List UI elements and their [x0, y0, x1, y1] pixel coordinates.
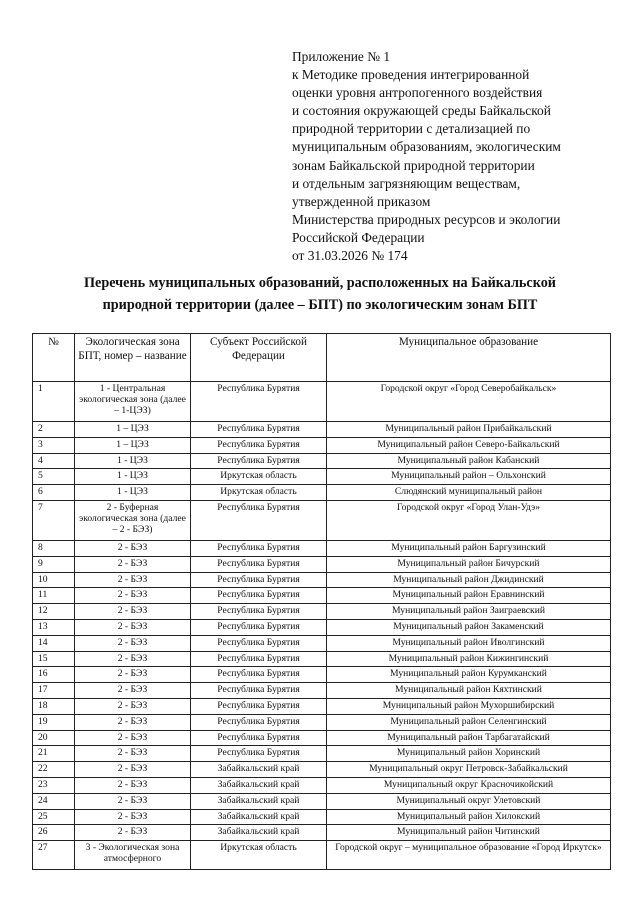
cell-subject: Республика Бурятия — [191, 540, 327, 556]
table-row — [33, 841, 611, 870]
cell-num: 9 — [33, 556, 75, 572]
cell-municipality: Муниципальный округ Красночикойский — [327, 777, 611, 793]
table-row — [33, 667, 611, 683]
cell-num: 26 — [33, 825, 75, 841]
cell-num: 20 — [33, 730, 75, 746]
cell-subject: Республика Бурятия — [191, 746, 327, 762]
cell-num: 8 — [33, 540, 75, 556]
cell-zone: 3 - Экологическая зона атмосферного — [75, 841, 191, 870]
cell-municipality: Муниципальный район Кижингинский — [327, 651, 611, 667]
cell-subject: Республика Бурятия — [191, 500, 327, 540]
table-row — [33, 730, 611, 746]
appendix-line: Министерства природных ресурсов и экологии — [292, 211, 561, 227]
cell-subject: Республика Бурятия — [191, 556, 327, 572]
cell-num: 14 — [33, 635, 75, 651]
cell-subject: Республика Бурятия — [191, 604, 327, 620]
table-row — [33, 500, 611, 540]
cell-zone: 1 – ЦЭЗ — [75, 437, 191, 453]
table-row — [33, 809, 611, 825]
table-row — [33, 572, 611, 588]
cell-num: 7 — [33, 500, 75, 540]
table-row — [33, 793, 611, 809]
cell-num: 27 — [33, 841, 75, 870]
table-row — [33, 540, 611, 556]
cell-municipality: Муниципальный район Заиграевский — [327, 604, 611, 620]
cell-municipality: Муниципальный район Кяхтинский — [327, 683, 611, 699]
cell-zone: 2 - БЭЗ — [75, 651, 191, 667]
cell-municipality: Муниципальный район Еравнинский — [327, 588, 611, 604]
document-title — [30, 272, 610, 316]
cell-subject: Республика Бурятия — [191, 730, 327, 746]
cell-zone: 2 - БЭЗ — [75, 683, 191, 699]
cell-subject: Республика Бурятия — [191, 714, 327, 730]
cell-zone: 2 - БЭЗ — [75, 730, 191, 746]
cell-subject: Иркутская область — [191, 469, 327, 485]
cell-municipality: Муниципальный район Баргузинский — [327, 540, 611, 556]
cell-subject: Республика Бурятия — [191, 651, 327, 667]
cell-num: 19 — [33, 714, 75, 730]
cell-num: 10 — [33, 572, 75, 588]
cell-num: 16 — [33, 667, 75, 683]
cell-zone: 2 - БЭЗ — [75, 809, 191, 825]
cell-subject: Республика Бурятия — [191, 667, 327, 683]
cell-zone: 1 - ЦЭЗ — [75, 469, 191, 485]
cell-zone: 1 - ЦЭЗ — [75, 485, 191, 501]
cell-num: 6 — [33, 485, 75, 501]
table-row — [33, 453, 611, 469]
cell-num: 12 — [33, 604, 75, 620]
cell-subject: Республика Бурятия — [191, 635, 327, 651]
cell-num: 18 — [33, 698, 75, 714]
cell-subject: Республика Бурятия — [191, 698, 327, 714]
cell-municipality: Муниципальный район Закаменский — [327, 619, 611, 635]
cell-num: 1 — [33, 382, 75, 422]
cell-subject: Забайкальский край — [191, 762, 327, 778]
appendix-line: муниципальным образованиям, экологическим — [292, 139, 561, 155]
cell-municipality: Муниципальный район Джидинский — [327, 572, 611, 588]
cell-municipality: Муниципальный район Хоринский — [327, 746, 611, 762]
appendix-line: к Методике проведения интегрированной — [292, 67, 530, 83]
appendix-line: зонам Байкальской природной территории — [292, 157, 535, 173]
appendix-line: и состояния окружающей среды Байкальской — [292, 103, 551, 119]
header-num: № — [33, 334, 75, 382]
table-row — [33, 422, 611, 438]
cell-municipality: Муниципальный район Хилокский — [327, 809, 611, 825]
cell-municipality: Муниципальный район Северо-Байкальский — [327, 437, 611, 453]
cell-municipality: Городской округ «Город Улан-Удэ» — [327, 500, 611, 540]
appendix-line: Приложение № 1 — [292, 49, 391, 64]
cell-zone: 2 - БЭЗ — [75, 619, 191, 635]
cell-subject: Забайкальский край — [191, 809, 327, 825]
cell-num: 3 — [33, 437, 75, 453]
table-row — [33, 746, 611, 762]
cell-zone: 1 - ЦЭЗ — [75, 453, 191, 469]
cell-municipality: Муниципальный район Прибайкальский — [327, 422, 611, 438]
cell-num: 21 — [33, 746, 75, 762]
appendix-line: Российской Федерации — [292, 229, 425, 245]
cell-municipality: Слюдянский муниципальный район — [327, 485, 611, 501]
cell-municipality: Городской округ «Город Северобайкальск» — [327, 382, 611, 422]
cell-num: 5 — [33, 469, 75, 485]
cell-zone: 2 - БЭЗ — [75, 825, 191, 841]
appendix-line: утвержденной приказом — [292, 193, 431, 209]
appendix-line: и отдельным загрязняющим веществам, — [292, 175, 521, 191]
appendix-line: природной территории с детализацией по — [292, 121, 531, 137]
cell-zone: 2 - БЭЗ — [75, 777, 191, 793]
cell-num: 24 — [33, 793, 75, 809]
municipalities-table — [32, 333, 611, 870]
table-row — [33, 635, 611, 651]
cell-num: 4 — [33, 453, 75, 469]
table-row — [33, 698, 611, 714]
table-row — [33, 437, 611, 453]
cell-subject: Республика Бурятия — [191, 422, 327, 438]
header-subject: Субъект Российской Федерации — [191, 334, 327, 382]
cell-num: 13 — [33, 619, 75, 635]
cell-zone: 2 - БЭЗ — [75, 746, 191, 762]
cell-num: 17 — [33, 683, 75, 699]
table-row — [33, 683, 611, 699]
cell-municipality: Муниципальный округ Петровск-Забайкальский — [327, 762, 611, 778]
table-header-row — [33, 334, 611, 382]
cell-municipality: Муниципальный район Селенгинский — [327, 714, 611, 730]
cell-subject: Республика Бурятия — [191, 453, 327, 469]
cell-zone: 2 - БЭЗ — [75, 604, 191, 620]
appendix-line: оценки уровня антропогенного воздействия — [292, 85, 543, 101]
header-zone: Экологическая зона БПТ, номер – название — [75, 334, 191, 382]
cell-municipality: Муниципальный район – Ольхонский — [327, 469, 611, 485]
cell-num: 11 — [33, 588, 75, 604]
appendix-line: от 31.03.2026 № 174 — [292, 248, 408, 264]
cell-zone: 1 – ЦЭЗ — [75, 422, 191, 438]
cell-num: 25 — [33, 809, 75, 825]
table-row — [33, 604, 611, 620]
cell-municipality: Муниципальный район Тарбагатайский — [327, 730, 611, 746]
cell-subject: Республика Бурятия — [191, 572, 327, 588]
cell-num: 15 — [33, 651, 75, 667]
table-row — [33, 469, 611, 485]
header-municipality: Муниципальное образование — [327, 334, 611, 382]
cell-subject: Республика Бурятия — [191, 683, 327, 699]
cell-subject: Республика Бурятия — [191, 588, 327, 604]
cell-zone: 2 - БЭЗ — [75, 588, 191, 604]
table-row — [33, 556, 611, 572]
cell-municipality: Муниципальный район Иволгинский — [327, 635, 611, 651]
cell-zone: 2 - БЭЗ — [75, 540, 191, 556]
cell-municipality: Муниципальный район Курумканский — [327, 667, 611, 683]
cell-municipality: Городской округ – муниципальное образование «Город Иркутск» — [327, 841, 611, 870]
cell-num: 23 — [33, 777, 75, 793]
cell-num: 22 — [33, 762, 75, 778]
table-row — [33, 619, 611, 635]
cell-municipality: Муниципальный район Бичурский — [327, 556, 611, 572]
table-row — [33, 762, 611, 778]
title-line-2: природной территории (далее – БПТ) по экологическим зонам БПТ — [102, 297, 538, 313]
cell-zone: 2 - БЭЗ — [75, 714, 191, 730]
cell-zone: 2 - БЭЗ — [75, 762, 191, 778]
table-row — [33, 588, 611, 604]
table-row — [33, 382, 611, 422]
table-row — [33, 714, 611, 730]
cell-num: 2 — [33, 422, 75, 438]
cell-subject: Республика Бурятия — [191, 437, 327, 453]
cell-zone: 2 - БЭЗ — [75, 635, 191, 651]
table-row — [33, 825, 611, 841]
cell-zone: 2 - БЭЗ — [75, 556, 191, 572]
cell-subject: Забайкальский край — [191, 793, 327, 809]
cell-municipality: Муниципальный район Мухоршибирский — [327, 698, 611, 714]
cell-zone: 2 - БЭЗ — [75, 793, 191, 809]
cell-zone: 1 - Центральная экологическая зона (далее – 1-ЦЭЗ) — [75, 382, 191, 422]
cell-zone: 2 - БЭЗ — [75, 667, 191, 683]
cell-subject: Забайкальский край — [191, 777, 327, 793]
appendix-header — [292, 48, 622, 265]
table-row — [33, 651, 611, 667]
table-row — [33, 777, 611, 793]
cell-municipality: Муниципальный район Читинский — [327, 825, 611, 841]
table-row — [33, 485, 611, 501]
cell-municipality: Муниципальный округ Улетовский — [327, 793, 611, 809]
cell-zone: 2 - БЭЗ — [75, 698, 191, 714]
cell-subject: Иркутская область — [191, 841, 327, 870]
title-line-1: Перечень муниципальных образований, расположенных на Байкальской — [84, 275, 556, 291]
cell-municipality: Муниципальный район Кабанский — [327, 453, 611, 469]
cell-subject: Иркутская область — [191, 485, 327, 501]
cell-subject: Республика Бурятия — [191, 619, 327, 635]
cell-subject: Республика Бурятия — [191, 382, 327, 422]
cell-zone: 2 - Буферная экологическая зона (далее – 2 - БЭЗ) — [75, 500, 191, 540]
cell-subject: Забайкальский край — [191, 825, 327, 841]
cell-zone: 2 - БЭЗ — [75, 572, 191, 588]
